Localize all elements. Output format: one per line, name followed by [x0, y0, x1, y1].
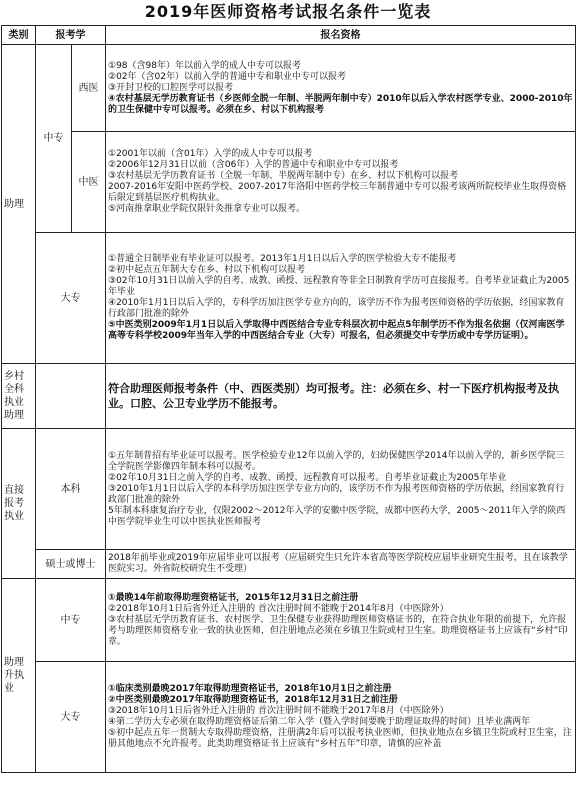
requirement-line: ⑤初中起点五年一贯制大专取得助理资格，注册满2年后可以报考执业医师，但执业地点在乡镇卫生院或村卫生室，注册其他地点不允许报考。此类助理资格证书上应该有“乡村五年”印章，请慎的应补盖 [108, 728, 572, 749]
requirement-line: ④2010年1月1日以后入学的，专科学历加注医学专业方向的，该学历不作为报考医师资格的学历依据，经国家教育行政部门批准的除外 [108, 298, 565, 319]
requirement-line: ①98（含98年）年以前入学的成人中专可以报考 [108, 60, 301, 71]
table-row [2, 364, 576, 429]
requirement-line: ③农村基层无学历教育证书（全脱一年制、半脱两年制中专）在乡、村以下机构可以报考 [108, 171, 459, 181]
education-promote-dazhuan: 大专 [36, 662, 106, 773]
requirement-line: ③农村基层无学历教育证书、农村医学、卫生保健专业获得助理医师资格证书的，在符合执业年限的前提下，允许报考与助理医师资格专业一致的执业医师，但注册地点必须在乡镇卫生院或村卫生室。助理资格证书上应该有“乡村”印章。 [108, 614, 568, 647]
header-category: 类别 [2, 26, 36, 45]
requirement-line: 5年制本科康复治疗专业，仅限2002～2012年入学的安徽中医学院，成都中医药大学，2005～2011年入学的陕西中医学院毕业生可以中医执业医师报考 [108, 505, 566, 527]
type-xiyi: 西医 [72, 45, 106, 132]
header-row [2, 26, 576, 45]
requirement-line: ④农村基层无学历教育证书（乡医师全脱一年制、半脱两年制中专）2010年以后入学农村医学专业、2000-2010年的卫生保健中专可以报考。必须在乡、村以下机构报考 [108, 93, 573, 115]
requirement-line: ①临床类别最晚2017年取得助理资格证书，2018年10月1日之前注册 [108, 684, 392, 694]
category-assistant: 助理 [2, 45, 36, 364]
header-requirements: 报名资格 [106, 26, 576, 45]
category-village: 乡村全科执业助理 [2, 364, 36, 429]
requirement-line: ⑤河南推拿职业学院仅限针灸推拿专业可以报考。 [108, 204, 306, 214]
requirement-line: ①2001年以前（含01年）入学的成人中专可以报考 [108, 149, 313, 159]
education-empty [36, 364, 106, 429]
table-row [2, 662, 576, 773]
requirement-line: ②02年10月31日之前入学的自考、成教、函授、远程教育可以报考。自考毕业证截止为2005年毕业 [108, 472, 507, 483]
table-row [2, 429, 576, 550]
requirements-cell [106, 233, 576, 364]
table-row [2, 45, 576, 132]
requirements-cell: 符合助理医师报考条件（中、西医类别）均可报考。注：必须在乡、村一下医疗机构报考及执业。口腔、公卫专业学历不能报考。 [106, 364, 576, 429]
education-dazhuan: 大专 [36, 233, 106, 364]
table-row [2, 233, 576, 364]
requirements-cell: 2018年前毕业或2019年应届毕业可以报考（应届研究生只允许本省高等医学院校应届毕业研究生报考，且在该教学医院实习。外省院校研究生不受理） [106, 550, 576, 579]
education-promote-zhongzhuan: 中专 [36, 579, 106, 662]
requirement-line: ②中医类别最晚2017年取得助理资格证书，2018年12月31日之前注册 [108, 695, 398, 705]
requirement-line: 2007-2016年安阳中医药学校、2007-2017年洛阳中医药学校三年制普通中专可以报考该两所院校毕业生取得资格后限定到基层医疗机构执业。 [108, 182, 567, 203]
requirement-line: ①五年制普招有毕业证可以报考。医学检验专业12年以前入学的，妇幼保健医学2014年以前入学的，新乡医学院三全学院医学影像四年制本科可以报考。 [108, 450, 565, 472]
education-zhongzhuan: 中专 [36, 45, 72, 233]
table-row [2, 579, 576, 662]
requirement-line: ③2010年1月1日以后入学的本科学历加注医学专业方向的，该学历不作为报考医师资格的学历依据，经国家教育行政部门批准的除外 [108, 483, 565, 505]
header-education: 报考学 [36, 26, 106, 45]
requirements-cell [106, 45, 576, 132]
requirement-line: ⑤中医类别2009年1月1日以后入学取得中西医结合专业专科层次初中起点5年制学历不作为报名依据（仅河南医学高等专科学校2009年当年入学的中西医结合专业（大专）可报名，但必须提交中专学历或中专学历证明）。 [108, 320, 565, 341]
category-promote: 助理升执业 [2, 579, 36, 773]
table-row [2, 550, 576, 579]
requirements-table [1, 25, 576, 773]
category-direct: 直接报考执业 [2, 429, 36, 579]
requirement-line: ①最晚14年前取得助理资格证书，2015年12月31日之前注册 [108, 592, 359, 603]
education-benke: 本科 [36, 429, 106, 550]
requirements-cell [106, 662, 576, 773]
requirement-line: ③开封卫校的口腔医学可以报考 [108, 82, 234, 93]
requirement-line: ③2018年10月1日后省外迁入注册的 首次注册时间不能晚于2017年8月（中医除外） [108, 706, 449, 716]
requirement-line: ④第二学历大专必须在取得助理资格证后第二年入学（暨入学时间要晚于助理证取得的时间）且毕业满两年 [108, 717, 531, 727]
requirement-line: ②初中起点五年制大专在乡、村以下机构可以报考 [108, 265, 306, 275]
requirements-cell [106, 429, 576, 550]
requirement-line: ②2006年12月31日以前（含06年）入学的普通中专和职业中专可以报考 [108, 160, 399, 170]
requirements-cell [106, 132, 576, 233]
education-master: 硕士或博士 [36, 550, 106, 579]
page-title: 2019年医师资格考试报名条件一览表 [144, 2, 432, 21]
type-zhongyi: 中医 [72, 132, 106, 233]
requirements-cell [106, 579, 576, 662]
requirement-line: ②2018年10月1日后省外迁入注册的 首次注册时间不能晚于2014年8月（中医除外） [108, 603, 449, 614]
table-row [2, 132, 576, 233]
requirement-line: ③02年10月31日以前入学的自考、成教、函授、远程教育等非全日制教育学历可直接报考。自考毕业证截止为2005年毕业 [108, 276, 570, 297]
requirement-line: ②02年（含02年）以前入学的普通中专和职业中专可以报考 [108, 71, 346, 82]
requirement-line: ①普通全日制毕业有毕业证可以报考。2013年1月1日以后入学的医学检验大专不能报考 [108, 254, 457, 264]
